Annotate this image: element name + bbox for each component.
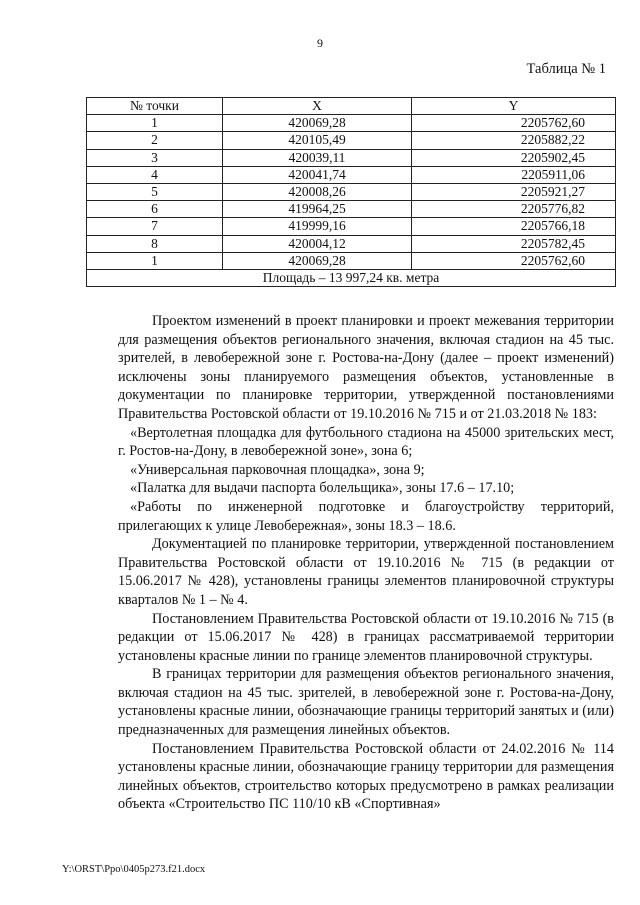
cell-x: 419999,16	[223, 218, 412, 235]
quoted-zone-item: «Работы по инженерной подготовке и благоустройству территорий, прилегающих к улице Левобережная», зоны 18.3 – 18.6.	[118, 498, 614, 534]
cell-x: 419964,25	[223, 201, 412, 218]
cell-point-number: 1	[87, 115, 223, 132]
paragraph: Постановлением Правительства Ростовской области от 19.10.2016 № 715 (в редакции от 15.06.2017 № 428) в границах рассматриваемой территории установлены красные линии по границе элементов планировочной структуры.	[118, 610, 614, 664]
table-row	[87, 115, 616, 132]
table-body	[87, 115, 616, 270]
cell-x: 420069,28	[223, 115, 412, 132]
table-caption: Таблица № 1	[526, 61, 606, 77]
cell-point-number: 4	[87, 166, 223, 183]
area-row	[87, 269, 616, 286]
quoted-zone-item: «Палатка для выдачи паспорта болельщика», зоны 17.6 – 17.10;	[130, 480, 515, 497]
table-row	[87, 201, 616, 218]
quoted-zone-item: «Универсальная парковочная площадка», зона 9;	[130, 461, 425, 478]
paragraph: Проектом изменений в проект планировки и проект межевания территории для размещения объектов регионального значения, включая стадион на 45 тыс. зрителей, в левобережной зоне г. Ростова-на-Дону (далее – проект изменений) исключены зоны планируемого размещения объектов, установленные в документации по планировке территории, утвержденной постановлениями Правительства Ростовской области от 19.10.2016 № 715 и от 21.03.2018 № 183:	[118, 313, 614, 422]
page-number: 9	[317, 36, 323, 50]
cell-y: 2205766,18	[412, 218, 616, 235]
cell-x: 420041,74	[223, 166, 412, 183]
table-header-row	[87, 98, 616, 115]
cell-y: 2205762,60	[412, 252, 616, 269]
cell-point-number: 6	[87, 201, 223, 218]
table-row	[87, 166, 616, 183]
table-row	[87, 218, 616, 235]
header-point-number: № точки	[87, 98, 223, 115]
cell-y: 2205902,45	[412, 149, 616, 166]
cell-y: 2205911,06	[412, 166, 616, 183]
cell-point-number: 2	[87, 132, 223, 149]
header-y: Y	[412, 98, 616, 115]
cell-y: 2205921,27	[412, 183, 616, 200]
paragraph: Документацией по планировке территории, утвержденной постановлением Правительства Ростовской области от 19.10.2016 № 715 (в редакции от 15.06.2017 № 428), установлены границы элементов планировочной структуры кварталов № 1 – № 4.	[118, 536, 614, 608]
paragraph: Постановлением Правительства Ростовской области от 24.02.2016 № 114 установлены красные линии, обозначающие границу территории для размещения линейных объектов, строительство которых предусмотрено в рамках реализации объекта «Строительство ПС 110/10 кВ «Спортивная»	[118, 740, 614, 813]
cell-x: 420008,26	[223, 183, 412, 200]
cell-x: 420105,49	[223, 132, 412, 149]
header-x: X	[223, 98, 412, 115]
cell-point-number: 3	[87, 149, 223, 166]
quoted-zone-item: «Вертолетная площадка для футбольного стадиона на 45000 зрительских мест, г. Ростов-на-Дону, в левобережной зоне», зона 6;	[118, 424, 614, 460]
area-cell: Площадь – 13 997,24 кв. метра	[87, 269, 616, 286]
coordinates-table	[86, 97, 616, 287]
cell-point-number: 1	[87, 252, 223, 269]
cell-x: 420069,28	[223, 252, 412, 269]
cell-point-number: 8	[87, 235, 223, 252]
table-row	[87, 235, 616, 252]
cell-y: 2205882,22	[412, 132, 616, 149]
cell-y: 2205776,82	[412, 201, 616, 218]
cell-y: 2205782,45	[412, 235, 616, 252]
table-row	[87, 149, 616, 166]
cell-point-number: 7	[87, 218, 223, 235]
cell-x: 420039,11	[223, 149, 412, 166]
cell-y: 2205762,60	[412, 115, 616, 132]
table-row	[87, 183, 616, 200]
table-row	[87, 252, 616, 269]
paragraph: В границах территории для размещения объектов регионального значения, включая стадион на 45 тыс. зрителей, в левобережной зоне г. Ростова-на-Дону, установлены красные линии, обозначающие границы территорий занятых и (или) предназначенных для размещения линейных объектов.	[118, 666, 614, 739]
table-row	[87, 132, 616, 149]
file-path-footer: Y:\ORST\Ppo\0405p273.f21.docx	[62, 864, 206, 875]
cell-point-number: 5	[87, 183, 223, 200]
cell-x: 420004,12	[223, 235, 412, 252]
body-text	[118, 312, 614, 814]
